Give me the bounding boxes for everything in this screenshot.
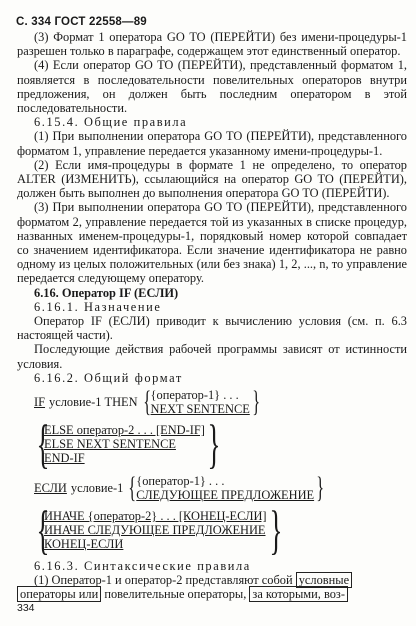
paragraph: (2) Если имя-процедуры в формате 1 не определено, то оператор ALTER (ИЗМЕНИТЬ), ссылающийся на оператор GO TO (ПЕРЕЙТИ), должен быть выполнен до выполнения оператора GO TO (ПЕРЕЙТИ). xyxy=(17,157,407,201)
else-option-2: ELSE NEXT SENTENCE xyxy=(44,436,176,451)
paragraph: (4) Если оператор GO TO (ПЕРЕЙТИ), представленный форматом 1, появляется в последовательности повелительных операторов внутри предложения, он должен быть последним оператором в этой последовательности. xyxy=(17,58,407,116)
else-option-1: ИНАЧЕ {оператор-2} . . . [КОНЕЦ-ЕСЛИ] xyxy=(44,508,267,523)
else-alternatives xyxy=(44,509,267,552)
end-if: КОНЕЦ-ЕСЛИ xyxy=(44,537,124,552)
section-title: 6.16. Оператор IF (ЕСЛИ) xyxy=(34,285,179,300)
statement-1: {оператор-1} . . . xyxy=(136,473,225,488)
boxed-text: операторы или xyxy=(17,586,101,602)
brace-open: { xyxy=(36,414,50,475)
brace-close: } xyxy=(252,385,260,419)
boxed-text: за которыми, воз- xyxy=(249,586,348,602)
page-header: С. 334 ГОСТ 22558—89 xyxy=(16,16,147,28)
format-block-en xyxy=(17,385,407,475)
paragraph: Оператор IF (ЕСЛИ) приводит к вычислению условия (см. п. 6.3 настоящей части). xyxy=(17,314,407,343)
paragraph: (3) При выполнении оператора GO TO (ПЕРЕЙТИ), представленного форматом 2, управление передается той из указанных в списке процедур, названных именем-процедуры-1, порядковый номер которой совпадает со значением идентификатора. Если значение идентификатора не равно одному из целых положительных (или без знака) 1, 2, ..., n, то управление передается следующему оператору. xyxy=(17,200,407,286)
statement-1: {оператор-1} . . . xyxy=(150,387,239,402)
paragraph xyxy=(17,573,407,587)
brace-close: } xyxy=(269,500,283,561)
alternatives xyxy=(151,388,250,416)
next-sentence: СЛЕДУЮЩЕЕ ПРЕДЛОЖЕНИЕ xyxy=(136,488,315,503)
paragraph: (3) Формат 1 оператора GO TO (ПЕРЕЙТИ) без имени-процедуры-1 разрешен только в параграфе, содержащем этот единственный оператор. xyxy=(17,30,407,59)
condition-label: условие-1 xyxy=(70,480,124,495)
brace-open: { xyxy=(142,385,151,419)
alternatives xyxy=(136,474,314,502)
section-heading: 6.16.3. Синтаксические правила xyxy=(34,559,251,574)
else-alternatives xyxy=(44,423,205,466)
paragraph: Последующие действия рабочей программы зависят от истинности условия. xyxy=(17,342,407,371)
text-run: (1) Оператор-1 и оператор-2 представляют собой xyxy=(34,573,293,588)
page-body xyxy=(17,30,407,602)
page-number: 334 xyxy=(17,602,35,614)
paragraph xyxy=(17,587,407,601)
section-heading: 6.16.2. Общий формат xyxy=(34,370,183,385)
brace-open: { xyxy=(128,471,137,505)
brace-open: { xyxy=(36,500,50,561)
brace-close: } xyxy=(207,414,221,475)
section-heading: 6.15.4. Общие правила xyxy=(34,115,188,130)
format-block-ru xyxy=(17,471,407,561)
else-option-2: ИНАЧЕ СЛЕДУЮЩЕЕ ПРЕДЛОЖЕНИЕ xyxy=(44,522,266,537)
paragraph: (1) При выполнении оператора GO TO (ПЕРЕЙТИ), представленного форматом 1, управление передается указанному имени-процедуры-1. xyxy=(17,129,407,158)
text-run: повелительные операторы, xyxy=(104,587,247,602)
keyword-esli: ЕСЛИ xyxy=(34,480,67,495)
else-option-1: ELSE оператор-2 . . . [END-IF] xyxy=(44,422,205,437)
condition-label: условие-1 THEN xyxy=(49,394,138,409)
keyword-if: IF xyxy=(34,394,46,409)
boxed-text: условные xyxy=(296,572,352,588)
next-sentence: NEXT SENTENCE xyxy=(150,402,250,417)
end-if: END-IF xyxy=(44,451,85,466)
section-heading: 6.16.1. Назначение xyxy=(34,299,162,314)
brace-close: } xyxy=(316,471,325,505)
